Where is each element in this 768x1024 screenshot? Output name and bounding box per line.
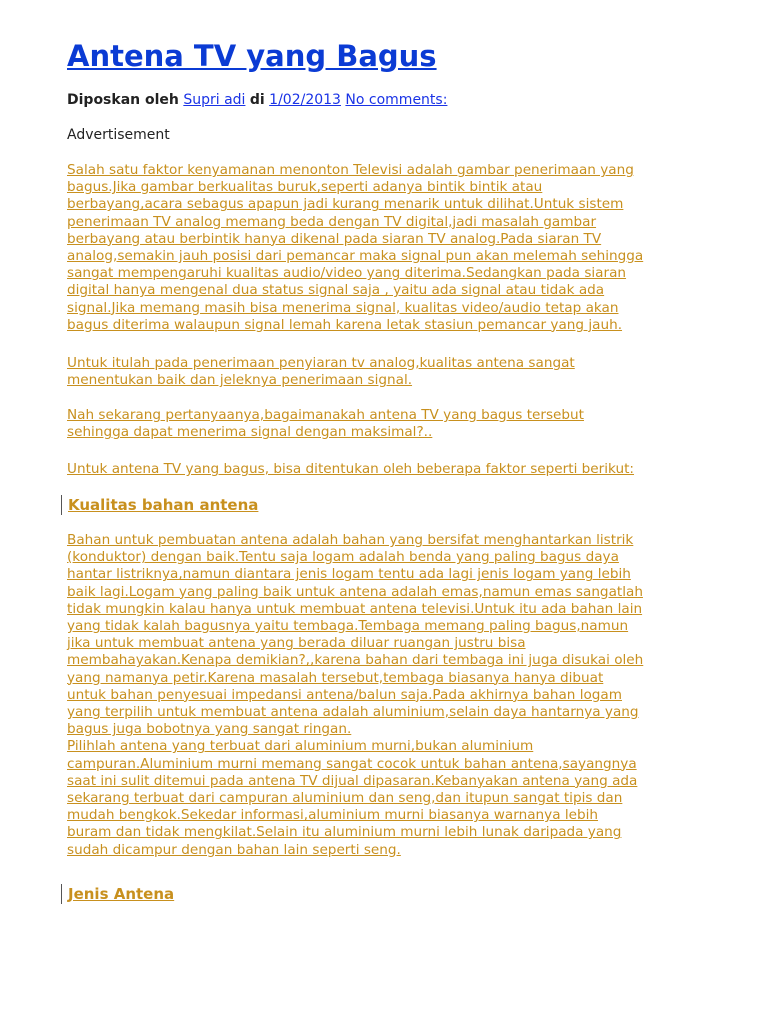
text-line: baik lagi.Logam yang paling baik untuk antena adalah emas,namun emas sangatlah <box>67 583 643 600</box>
section-heading-kualitas-link[interactable]: Kualitas bahan antena <box>68 496 259 514</box>
author-link[interactable]: Supri adi <box>183 92 246 108</box>
text-line: digital hanya mengenal dua status signal saja , yaitu ada signal atau tidak ada <box>67 282 605 299</box>
text-line: bagus diterima walaupun signal lemah karena letak stasiun pemancar yang jauh. <box>67 316 623 333</box>
text-line: tidak mungkin kalau hanya untuk membuat antena televisi.Untuk itu ada bahan lain <box>67 600 643 617</box>
comments-link[interactable]: No comments: <box>345 92 448 108</box>
text-line: Salah satu faktor kenyamanan menonton Televisi adalah gambar penerimaan yang <box>67 162 634 178</box>
section-heading-jenis-link[interactable]: Jenis Antena <box>68 885 175 903</box>
advertisement-label: Advertisement <box>67 127 170 143</box>
text-line: jika untuk membuat antena yang berada diluar ruangan justru bisa <box>67 635 526 652</box>
intro-paragraph-2[interactable] <box>67 355 717 389</box>
intro-paragraph-3[interactable] <box>67 407 717 441</box>
post-meta <box>67 91 447 109</box>
text-line: Nah sekarang pertanyaanya,bagaimanakah antena TV yang bagus tersebut <box>67 407 584 423</box>
post-title-link[interactable]: Antena TV yang Bagus <box>67 39 437 73</box>
text-line: penerimaan TV analog memang beda dengan TV digital,jadi masalah gambar <box>67 213 597 230</box>
text-line: sekarang terbuat dari campuran aluminium dan seng,dan itupun sangat tipis dan <box>67 790 623 807</box>
text-line: signal.Jika memang masih bisa menerima signal, kualitas video/audio tetap akan <box>67 299 619 316</box>
text-line: untuk bahan penyesuai impedansi antena/balun saja.Pada akhirnya bahan logam <box>67 686 623 703</box>
text-line: bagus.Jika gambar berkualitas buruk,seperti adanya bintik bintik atau <box>67 179 543 196</box>
text-line: mudah bengkok.Sekedar informasi,aluminium murni biasanya warnanya lebih <box>67 807 599 824</box>
text-line: menentukan baik dan jeleknya penerimaan signal. <box>67 372 413 389</box>
section-kualitas-body[interactable] <box>67 532 717 859</box>
text-line: saat ini sulit ditemui pada antena TV dijual dipasaran.Kebanyakan antena yang ada <box>67 772 638 789</box>
text-line: yang tidak kalah bagusnya yaitu tembaga.Tembaga memang paling bagus,namun <box>67 618 629 635</box>
text-line: buram dan tidak mengkilat.Selain itu aluminium murni lebih lunak daripada yang <box>67 824 622 841</box>
date-prefix: di <box>249 92 265 108</box>
intro-paragraph-4[interactable] <box>67 461 717 478</box>
text-line: campuran.Aluminium murni memang sangat cocok untuk bahan antena,sayangnya <box>67 755 637 772</box>
text-line: yang namanya petir.Karena masalah tersebut,tembaga biasanya hanya dibuat <box>67 669 604 686</box>
text-line: Bahan untuk pembuatan antena adalah bahan yang bersifat menghantarkan listrik <box>67 532 634 548</box>
section-heading-kualitas <box>61 495 258 515</box>
text-line: bagus juga bobotnya yang sangat ringan. <box>67 721 352 738</box>
text-line: (konduktor) dengan baik.Tentu saja logam adalah benda yang paling bagus daya <box>67 549 619 566</box>
posted-by-label: Diposkan oleh <box>67 92 179 108</box>
post-title <box>67 38 437 74</box>
text-line: membahayakan.Kenapa demikian?,,karena bahan dari tembaga ini juga disukai oleh <box>67 652 644 669</box>
text-line: yang terpilih untuk membuat antena adalah aluminium,selain daya hantarnya yang <box>67 704 639 721</box>
post-date-link[interactable]: 1/02/2013 <box>269 92 341 108</box>
text-line: hantar listriknya,namun diantara jenis logam tentu ada lagi jenis logam yang lebih <box>67 566 631 583</box>
text-line: Pilihlah antena yang terbuat dari aluminium murni,bukan aluminium <box>67 738 534 755</box>
text-line: Untuk antena TV yang bagus, bisa ditentukan oleh beberapa faktor seperti berikut: <box>67 461 635 477</box>
text-line: berbayang atau berbintik hanya dikenal pada siaran TV analog.Pada siaran TV <box>67 230 602 247</box>
text-line: analog,semakin jauh posisi dari pemancar maka signal pun akan melemah sehingga <box>67 248 644 265</box>
section-heading-jenis <box>61 884 174 904</box>
text-line: sudah dicampur dengan bahan lain seperti seng. <box>67 841 401 858</box>
text-line: Untuk itulah pada penerimaan penyiaran tv analog,kualitas antena sangat <box>67 355 575 371</box>
text-line: sehingga dapat menerima signal dengan maksimal?.. <box>67 424 433 441</box>
intro-paragraph-1[interactable] <box>67 162 717 334</box>
text-line: sangat mempengaruhi kualitas audio/video yang diterima.Sedangkan pada siaran <box>67 265 627 282</box>
text-line: berbayang,acara sebagus apapun jadi kurang menarik untuk dilihat.Untuk sistem <box>67 196 624 213</box>
